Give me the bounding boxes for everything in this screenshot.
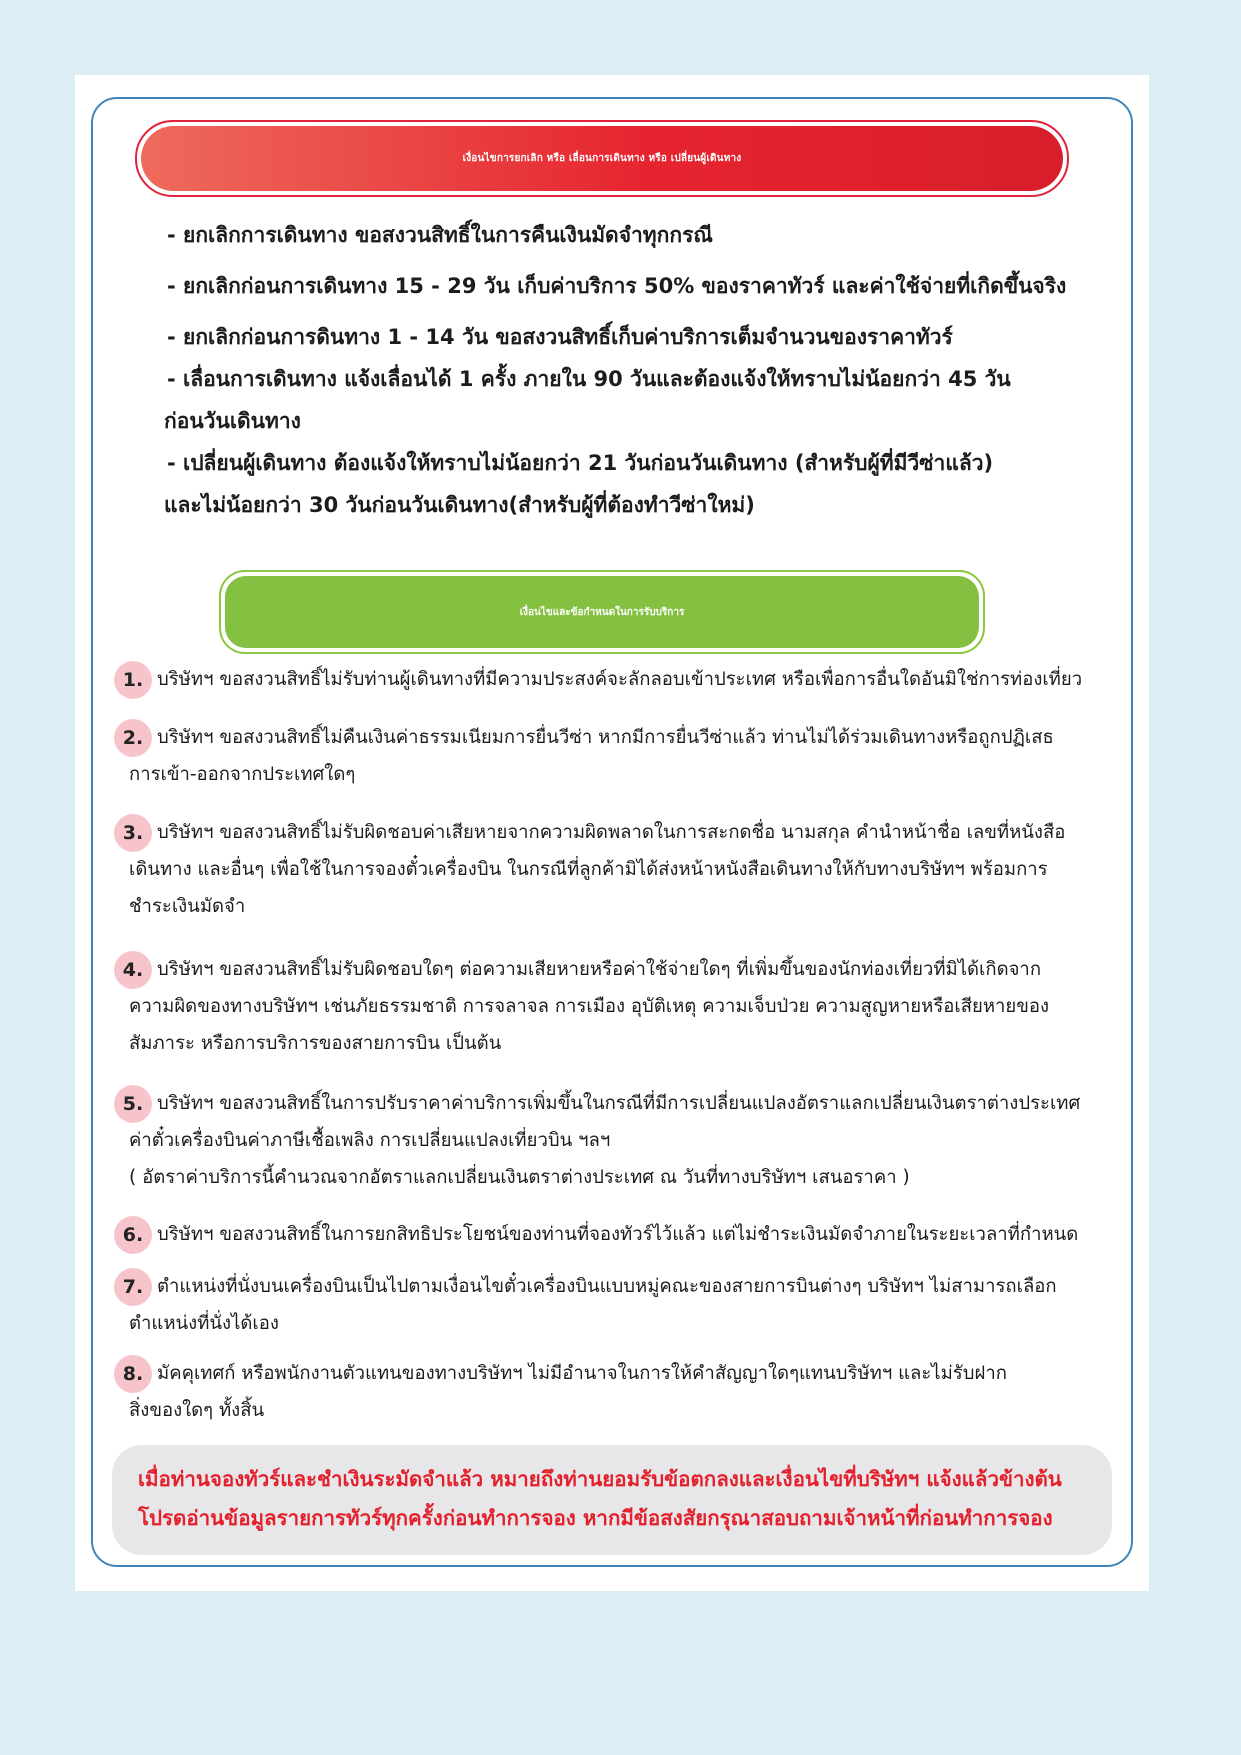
- term-line: บริษัทฯ ขอสงวนสิทธิ์ไม่รับผิดชอบค่าเสียหายจากความผิดพลาดในการสะกดชื่อ นามสกุล คำนำหน้าชื่อ เลขที่หนังสือ: [157, 822, 1066, 843]
- term-line: บริษัทฯ ขอสงวนสิทธิ์ไม่รับท่านผู้เดินทางที่มีความประสงค์จะลักลอบเข้าประเทศ หรือเพื่อการอื่นใดอันมิใช่การท่องเที่ยว: [157, 669, 1083, 690]
- term-number-badge: 1.: [114, 661, 152, 699]
- term-line: มัคคุเทศก์ หรือพนักงานตัวแทนของทางบริษัทฯ ไม่มีอำนาจในการให้คำสัญญาใดๆแทนบริษัทฯ และไม่รับฝาก: [157, 1363, 1007, 1384]
- cancellation-item: ก่อนวันเดินทาง: [164, 409, 301, 433]
- notice-line: โปรดอ่านข้อมูลรายการทัวร์ทุกครั้งก่อนทำการจอง หากมีข้อสงสัยกรุณาสอบถามเจ้าหน้าที่ก่อนทำการจอง: [138, 1506, 1053, 1530]
- term-line: ตำแหน่งที่นั่งได้เอง: [129, 1313, 279, 1334]
- cancellation-title: เงื่อนไขการยกเลิก หรือ เลื่อนการเดินทาง หรือ เปลี่ยนผู้เดินทาง: [141, 126, 1063, 191]
- cancellation-item: - เปลี่ยนผู้เดินทาง ต้องแจ้งให้ทราบไม่น้อยกว่า 21 วันก่อนวันเดินทาง (สำหรับผู้ที่มีวีซ่าแล้ว): [167, 451, 994, 475]
- cancellation-item: - ยกเลิกก่อนการเดินทาง 15 - 29 วัน เก็บค่าบริการ 50% ของราคาทัวร์ และค่าใช้จ่ายที่เกิดขึ้นจริง: [167, 274, 1067, 298]
- term-line: สัมภาระ หรือการบริการของสายการบิน เป็นต้น: [129, 1033, 502, 1054]
- term-line: ค่าตั๋วเครื่องบินค่าภาษีเชื้อเพลิง การเปลี่ยนแปลงเที่ยวบิน ฯลฯ: [129, 1130, 611, 1151]
- cancellation-item: - เลื่อนการเดินทาง แจ้งเลื่อนได้ 1 ครั้ง ภายใน 90 วันและต้องแจ้งให้ทราบไม่น้อยกว่า 45 วัน: [167, 367, 1011, 391]
- terms-title: เงื่อนไขและข้อกำหนดในการรับบริการ: [225, 576, 979, 648]
- term-line: บริษัทฯ ขอสงวนสิทธิ์ในการยกสิทธิประโยชน์ของท่านที่จองทัวร์ไว้แล้ว แต่ไม่ชำระเงินมัดจำภายในระยะเวลาที่กำหนด: [157, 1224, 1079, 1245]
- term-line: บริษัทฯ ขอสงวนสิทธิ์ไม่คืนเงินค่าธรรมเนียมการยื่นวีซ่า หากมีการยื่นวีซ่าแล้ว ท่านไม่ได้ร่วมเดินทางหรือถูกปฏิเสธ: [157, 727, 1054, 748]
- document-sheet: [75, 75, 1149, 1591]
- cancellation-item: และไม่น้อยกว่า 30 วันก่อนวันเดินทาง(สำหรับผู้ที่ต้องทำวีซ่าใหม่): [164, 493, 755, 517]
- term-number-badge: 3.: [114, 814, 152, 852]
- booking-notice-box: [112, 1445, 1112, 1555]
- terms-title-banner: [219, 570, 985, 654]
- term-line: ( อัตราค่าบริการนี้คำนวณจากอัตราแลกเปลี่ยนเงินตราต่างประเทศ ณ วันที่ทางบริษัทฯ เสนอราคา ): [129, 1167, 910, 1188]
- term-line: บริษัทฯ ขอสงวนสิทธิ์ในการปรับราคาค่าบริการเพิ่มขึ้นในกรณีที่มีการเปลี่ยนแปลงอัตราแลกเปลี่ยนเงินตราต่างประเทศ: [157, 1093, 1081, 1114]
- term-line: บริษัทฯ ขอสงวนสิทธิ์ไม่รับผิดชอบใดๆ ต่อความเสียหายหรือค่าใช้จ่ายใดๆ ที่เพิ่มขึ้นของนักท่องเที่ยวที่มิได้เกิดจาก: [157, 959, 1042, 980]
- term-number-badge: 4.: [114, 951, 152, 989]
- notice-line: เมื่อท่านจองทัวร์และชำเงินระมัดจำแล้ว หมายถึงท่านยอมรับข้อตกลงและเงื่อนไขที่บริษัทฯ แจ้งแล้วข้างต้น: [138, 1467, 1062, 1491]
- term-line: ตำแหน่งที่นั่งบนเครื่องบินเป็นไปตามเงื่อนไขตั๋วเครื่องบินแบบหมู่คณะของสายการบินต่างๆ บริษัทฯ ไม่สามารถเลือก: [157, 1276, 1057, 1297]
- term-number-badge: 8.: [114, 1355, 152, 1393]
- term-line: ชำระเงินมัดจำ: [129, 896, 246, 917]
- cancellation-item: - ยกเลิกการเดินทาง ขอสงวนสิทธิ์ในการคืนเงินมัดจำทุกกรณี: [167, 223, 713, 247]
- term-number-badge: 6.: [114, 1216, 152, 1254]
- term-number-badge: 7.: [114, 1268, 152, 1306]
- term-line: ความผิดของทางบริษัทฯ เช่นภัยธรรมชาติ การจลาจล การเมือง อุบัติเหตุ ความเจ็บป่วย ความสูญหายหรือเสียหายของ: [129, 996, 1050, 1017]
- cancellation-item: - ยกเลิกก่อนการดินทาง 1 - 14 วัน ขอสงวนสิทธิ์เก็บค่าบริการเต็มจำนวนของราคาทัวร์: [167, 325, 953, 349]
- cancellation-title-banner: [135, 120, 1069, 197]
- term-line: เดินทาง และอื่นๆ เพื่อใช้ในการจองตั๋วเครื่องบิน ในกรณีที่ลูกค้ามิได้ส่งหน้าหนังสือเดินทางให้กับทางบริษัทฯ พร้อมการ: [129, 859, 1048, 880]
- term-line: สิ่งของใดๆ ทั้งสิ้น: [129, 1400, 265, 1421]
- term-number-badge: 5.: [114, 1085, 152, 1123]
- term-number-badge: 2.: [114, 719, 152, 757]
- term-line: การเข้า-ออกจากประเทศใดๆ: [129, 764, 356, 785]
